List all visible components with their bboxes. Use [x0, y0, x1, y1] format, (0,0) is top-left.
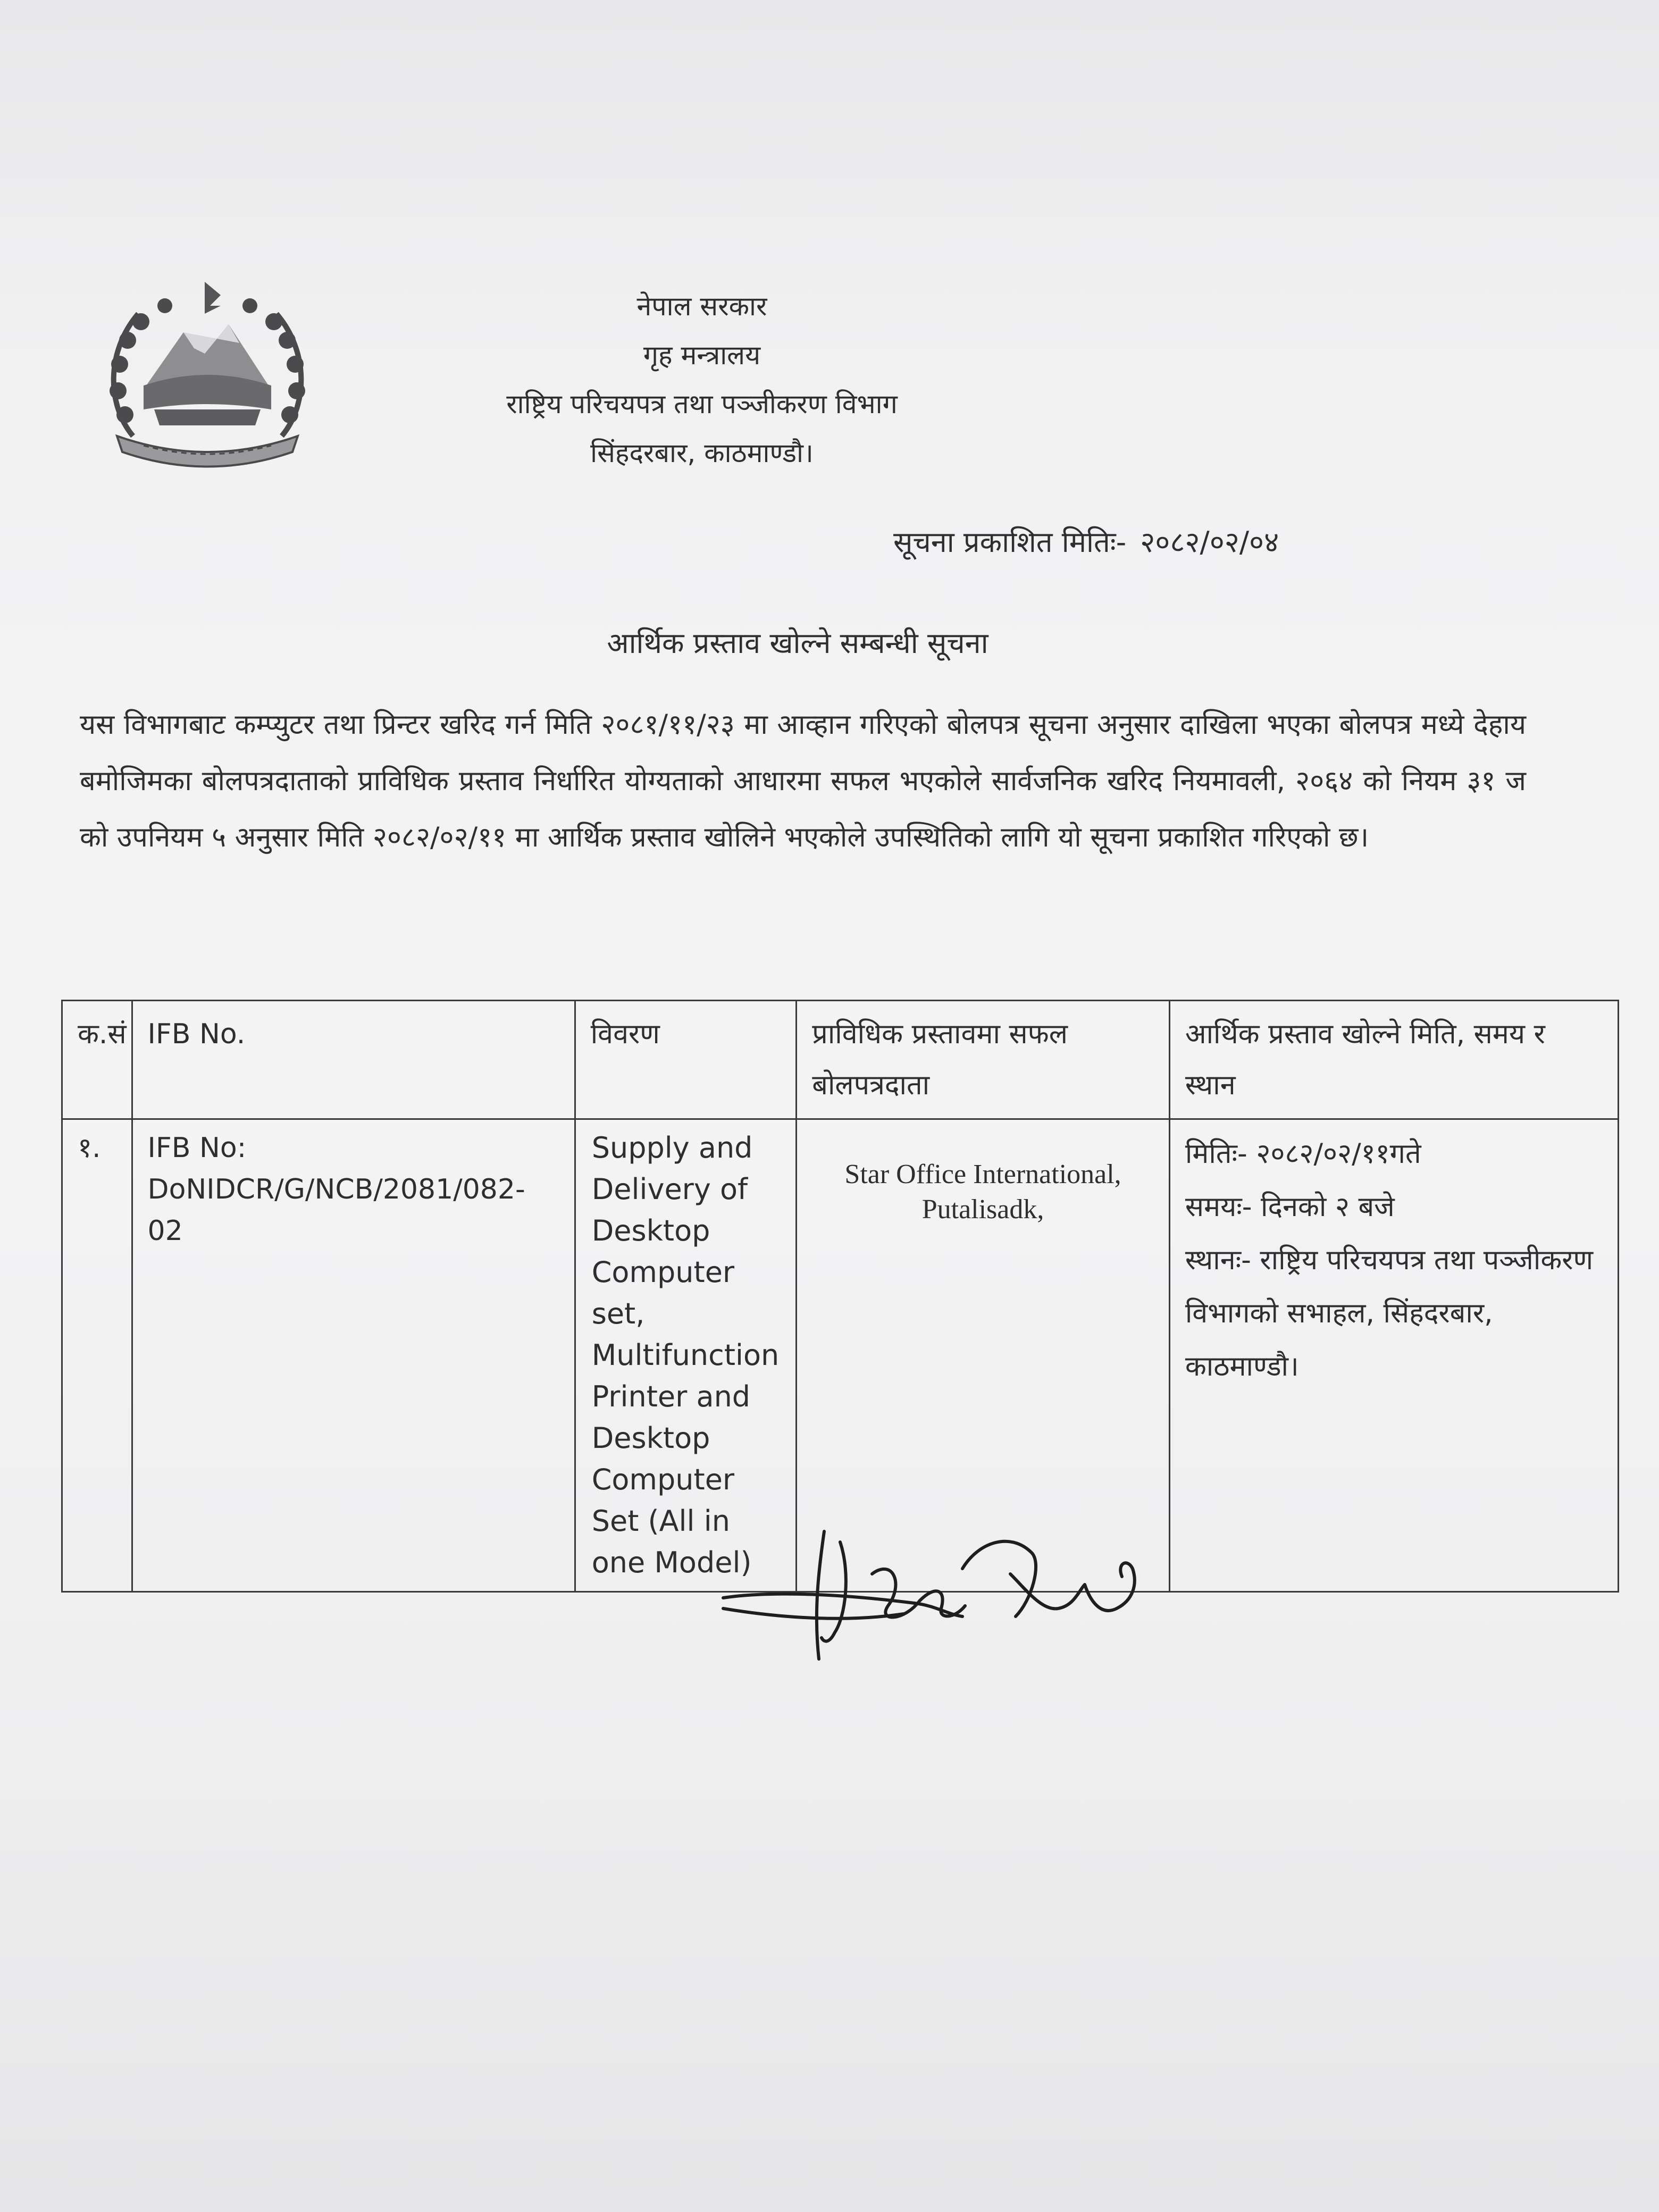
- header-government: नेपाल सरकार: [636, 291, 767, 322]
- handwritten-signature-icon: [713, 1510, 1170, 1670]
- header-address: सिंहदरबार, काठमाण्डौ।: [590, 438, 814, 468]
- header-description: विवरण: [575, 1001, 797, 1119]
- bidder-table: [61, 1000, 1619, 1593]
- opening-place: स्थानः- राष्ट्रिय परिचयपत्र तथा पञ्जीकरण विभागको सभाहल, सिंहदरबार, काठमाण्डौ।: [1185, 1244, 1594, 1382]
- header-opening-details: आर्थिक प्रस्ताव खोल्ने मिति, समय र स्थान: [1169, 1001, 1618, 1119]
- notice-title: आर्थिक प्रस्ताव खोल्ने सम्बन्धी सूचना: [607, 626, 988, 660]
- header-ministry: गृह मन्त्रालय: [643, 340, 761, 371]
- office-header: [372, 282, 1032, 477]
- header-serial-number: क.सं: [62, 1001, 132, 1119]
- header-department: राष्ट्रिय परिचयपत्र तथा पञ्जीकरण विभाग: [506, 389, 898, 420]
- cell-opening-details: [1169, 1119, 1618, 1592]
- cell-successful-bidder: Star Office International, Putalisadk,: [797, 1119, 1170, 1592]
- opening-time: समयः- दिनको २ बजे: [1185, 1191, 1395, 1223]
- publication-date: [893, 521, 1279, 560]
- cell-serial-number: १.: [62, 1119, 132, 1592]
- opening-date: मितिः- २०८२/०२/११गते: [1185, 1138, 1421, 1170]
- publication-date-value: २०८२/०२/०४: [1140, 525, 1279, 559]
- header-successful-bidder: प्राविधिक प्रस्तावमा सफल बोलपत्रदाता: [797, 1001, 1170, 1119]
- publication-date-label: सूचना प्रकाशित मितिः-: [893, 525, 1127, 559]
- cell-ifb-number: IFB No: DoNIDCR/G/NCB/2081/082-02: [132, 1119, 575, 1592]
- header-ifb-number: IFB No.: [132, 1001, 575, 1119]
- notice-body: यस विभागबाट कम्प्युटर तथा प्रिन्टर खरिद गर्न मिति २०८१/११/२३ मा आव्हान गरिएको बोलपत्र सूचना अनुसार दाखिला भएका बोलपत्र मध्ये देहाय बमोजिमका बोलपत्रदाताको प्राविधिक प्रस्ताव निर्धारित योग्यताको आधारमा सफल भएकोले सार्वजनिक खरिद नियमावली, २०६४ को नियम ३१ ज को उपनियम ५ अनुसार मिति २०८२/०२/११ मा आर्थिक प्रस्ताव खोलिने भएकोले उपस्थितिको लागि यो सूचना प्रकाशित गरिएको छ।: [80, 709, 1526, 853]
- cell-description: Supply and Delivery of Desktop Computer set, Multifunction Printer and Desktop Computer Set (All in one Model): [575, 1119, 797, 1592]
- nepal-government-emblem-icon: [96, 276, 319, 468]
- table-header-row: [62, 1001, 1619, 1119]
